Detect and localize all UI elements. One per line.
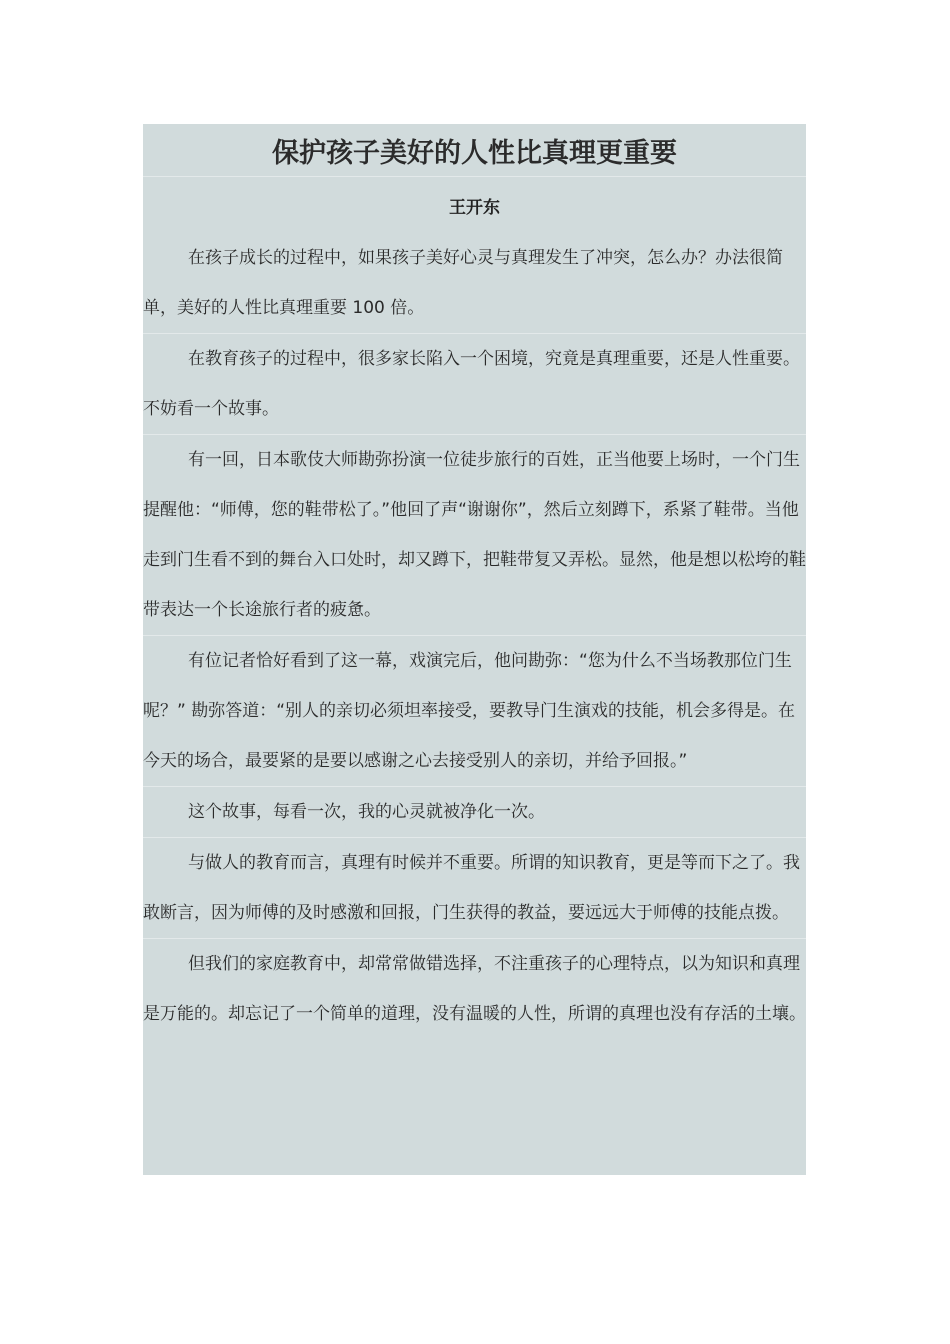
paragraph-5: 这个故事，每看一次，我的心灵就被净化一次。 <box>143 786 806 837</box>
article-author: 王开东 <box>449 198 500 218</box>
paragraph-7: 但我们的家庭教育中，却常常做错选择，不注重孩子的心理特点，以为知识和真理是万能的。却忘记了一个简单的道理，没有温暖的人性，所谓的真理也没有存活的土壤。 <box>143 938 806 1039</box>
article-title: 保护孩子美好的人性比真理更重要 <box>143 124 806 177</box>
article-panel <box>143 124 806 1175</box>
paragraph-4: 有位记者恰好看到了这一幕，戏演完后，他问勘弥：“您为什么不当场教那位门生呢？” 勘弥答道：“别人的亲切必须坦率接受，要教导门生演戏的技能，机会多得是。在今天的场合，最要紧的是要以感谢之心去接受别人的亲切，并给予回报。” <box>143 635 806 786</box>
paragraph-3: 有一回，日本歌伎大师勘弥扮演一位徒步旅行的百姓，正当他要上场时，一个门生提醒他：“师傅，您的鞋带松了。”他回了声“谢谢你”，然后立刻蹲下，系紧了鞋带。当他走到门生看不到的舞台入口处时，却又蹲下，把鞋带复又弄松。显然，他是想以松垮的鞋带表达一个长途旅行者的疲惫。 <box>143 434 806 635</box>
paragraph-1: 在孩子成长的过程中，如果孩子美好心灵与真理发生了冲突，怎么办？办法很简单，美好的人性比真理重要 100 倍。 <box>143 248 784 318</box>
paragraph-2: 在教育孩子的过程中，很多家长陷入一个困境，究竟是真理重要，还是人性重要。不妨看一个故事。 <box>143 333 806 434</box>
paragraph-6: 与做人的教育而言，真理有时候并不重要。所谓的知识教育，更是等而下之了。我敢断言，因为师傅的及时感激和回报，门生获得的教益，要远远大于师傅的技能点拨。 <box>143 837 806 938</box>
